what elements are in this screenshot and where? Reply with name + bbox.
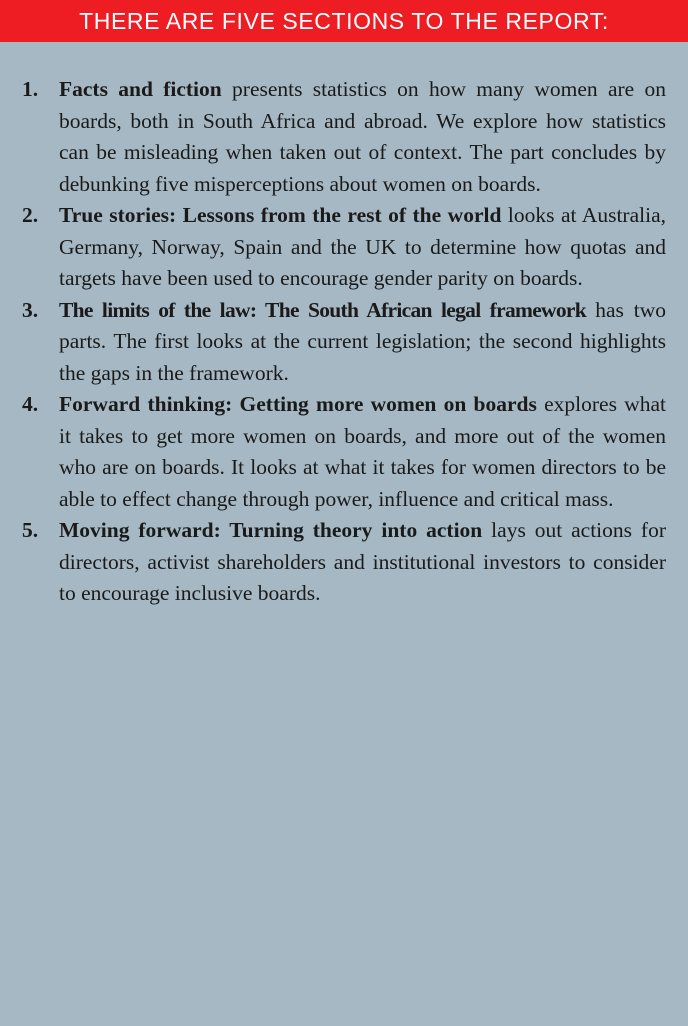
section-number: 1. (22, 77, 39, 101)
section-item-limits-of-the-law (22, 295, 666, 390)
section-description: lays out actions for directors, activist shareholders and institutional investors to consider to encourage inclusive boards. (59, 518, 667, 605)
section-number: 2. (22, 203, 39, 227)
section-description: has two parts. The first looks at the current legislation; the second highlights the gaps in the framework. (59, 297, 666, 385)
section-description: presents statistics on how many women are on boards, both in South Africa and abroad. We explore how statistics can be misleading when taken out of context. The part concludes by debunking five misperceptions about women on boards. (59, 77, 666, 196)
section-number: 3. (22, 297, 39, 322)
header-title: THERE ARE FIVE SECTIONS TO THE REPORT: (79, 8, 609, 34)
report-sections-list (22, 74, 666, 610)
section-item-facts-and-fiction (22, 74, 666, 200)
section-description: looks at Australia, Germany, Norway, Spain and the UK to determine how quotas and targets have been used to encourage gender parity on boards. (59, 203, 666, 290)
section-title: Facts and fiction (59, 77, 233, 101)
section-title: Forward thinking: Getting more women on boards (59, 392, 545, 416)
section-description: explores what it takes to get more women on boards, and more out of the women who are on boards. It looks at what it takes for women directors to be able to effect change through power, influence and critical mass. (59, 392, 666, 511)
section-item-moving-forward (22, 515, 666, 610)
section-title: True stories: Lessons from the rest of the world (59, 203, 508, 227)
section-item-forward-thinking (22, 389, 666, 515)
section-title: The limits of the law: The South African legal framework (59, 297, 596, 322)
section-item-true-stories (22, 200, 666, 295)
report-sections-header (0, 0, 688, 42)
section-title: Moving forward: Turning theory into action (59, 518, 492, 542)
section-number: 4. (22, 392, 39, 416)
section-number: 5. (22, 518, 39, 542)
